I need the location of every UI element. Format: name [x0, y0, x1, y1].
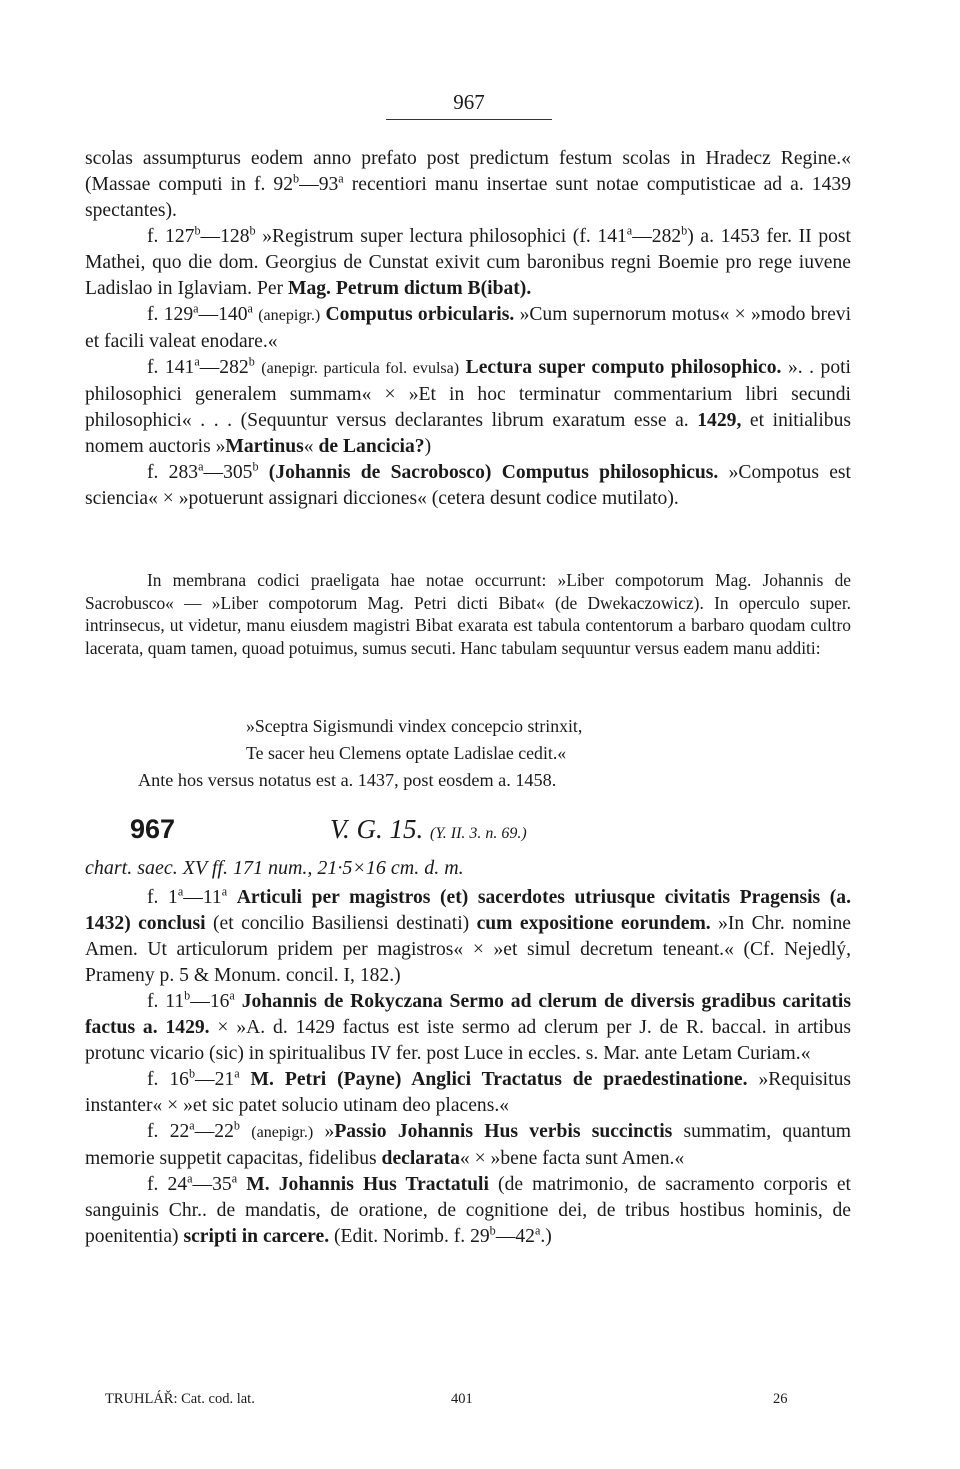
text-run: Articuli per magistros (et) sacerdotes utriusque civitatis Pragensis (a. 1432) conclusi — [85, 887, 851, 934]
text-run: ) — [424, 436, 432, 457]
text-run: »Compotus est sciencia« × »potuerunt assignari dicciones« (cetera desunt codice mutilato). — [85, 462, 851, 509]
text-run: scolas assumpturus eodem anno prefato post predictum festum scolas in Hradecz Regine.« (Massae computi in f. 92 — [85, 148, 851, 195]
note-block — [85, 569, 851, 660]
entry-number: 967 — [130, 814, 176, 844]
entry-contents — [85, 885, 851, 1250]
text-run: M. Petri (Payne) Anglici Tractatus de praedestinatione. — [250, 1069, 748, 1090]
text-run: b — [489, 1223, 496, 1238]
paragraph — [85, 1172, 851, 1250]
paragraph — [138, 769, 838, 792]
text-run: M. Johannis Hus Tractatuli — [246, 1174, 489, 1195]
text-run: Johannis de Rokyczana Sermo ad clerum de diversis gradibus caritatis factus a. 1429. — [85, 991, 851, 1038]
text-run: a — [234, 1066, 240, 1081]
text-run: —282 — [199, 357, 249, 378]
footer-signature: TRUHLÁŘ: Cat. cod. lat. — [105, 1391, 255, 1407]
text-run: f. 129 — [147, 304, 194, 325]
text-run: »In Chr. nomine Amen. Ut articulorum pridem per magistros« × »et simul decretum teneant.« (Cf. Nejedlý, Prameny p. 5 & Monum. concil. I, 182.) — [85, 913, 851, 986]
text-run: Mag. Petrum dictum B(ibat). — [287, 278, 532, 299]
text-run: f. 16 — [147, 1069, 189, 1090]
paragraph — [85, 146, 851, 224]
text-run: « × »bene facta sunt Amen.« — [459, 1148, 685, 1169]
text-run: f. 1 — [147, 887, 178, 908]
text-run: b — [194, 223, 201, 238]
text-run: a — [198, 459, 204, 474]
text-run: —128 — [200, 226, 250, 247]
text-run — [227, 887, 237, 908]
text-run: b — [248, 354, 255, 369]
text-run: a — [247, 301, 253, 316]
text-run: Passio Johannis Hus verbis succinctis — [334, 1121, 673, 1142]
text-run: a — [177, 884, 184, 899]
text-run: a — [194, 354, 200, 369]
verse-line: Te sacer heu Clemens optate Ladislae cedit.« — [246, 743, 567, 763]
text-run: —93 — [299, 174, 339, 195]
text-run: declarata — [381, 1148, 460, 1169]
text-run: a — [534, 1223, 541, 1238]
text-run: —140 — [198, 304, 248, 325]
text-run: recentiori manu insertae sunt notae computisticae ad a. 1439 spectantes). — [85, 174, 851, 221]
text-run — [235, 991, 242, 1012]
text-run: .) — [540, 1226, 552, 1247]
text-run: (Edit. Norimb. f. 29 — [329, 1226, 490, 1247]
text-run: b — [233, 1118, 240, 1133]
text-run: scripti in carcere. — [183, 1226, 330, 1247]
text-run: a — [626, 223, 633, 238]
text-run: (de matrimonio, de sacramento corporis et sanguinis Chr.. de mandatis, de oratione, de cognitione dei, de tribus hostibus hominis, de poenitentia) — [85, 1174, 851, 1247]
text-run: —282 — [632, 226, 682, 247]
text-run: Lectura super computo philosophico. — [465, 357, 782, 378]
text-run: f. 11 — [147, 991, 185, 1012]
text-run — [259, 462, 269, 483]
text-run: (Johannis de Sacrobosco) Computus philosophicus. — [268, 462, 719, 483]
text-run: »Cum supernorum motus« × »modo brevi et facili valeat enodare.« — [85, 304, 852, 352]
entry-header — [130, 814, 850, 854]
footer-sheet-number: 401 — [451, 1391, 473, 1407]
paragraph — [85, 569, 851, 660]
text-run: —11 — [183, 887, 222, 908]
footer-quire-number: 26 — [773, 1391, 788, 1407]
text-run: Ante hos versus notatus est a. 1437, post eosdem a. 1458. — [138, 770, 557, 790]
text-run: (et concilio Basiliensi destinati) — [205, 913, 477, 934]
text-run: (anepigr. particula fol. evulsa) — [261, 360, 460, 377]
text-run: a — [193, 301, 199, 316]
text-run: b — [249, 223, 256, 238]
text-run: a — [187, 1171, 193, 1186]
text-run: —305 — [203, 462, 253, 483]
text-run: Computus orbicularis. — [325, 304, 515, 325]
shelfmark-old: (Y. II. 3. n. 69.) — [430, 825, 527, 842]
text-run: —21 — [195, 1069, 235, 1090]
paragraph — [85, 302, 851, 355]
text-run: summatim, quantum memorie suppetit capacitas, fidelibus — [85, 1121, 852, 1169]
text-run: (anepigr.) — [258, 307, 321, 324]
paragraph — [85, 885, 851, 989]
text-run: ». . poti philosophici generalem summam« × »Et in hoc terminatur commentarium libri secundi philosophici« . . . (Sequuntur versus declarantes librum exaratum esse a. — [85, 357, 852, 431]
text-run: In membrana codici praeligata hae notae occurrunt: »Liber compotorum Mag. Johannis de Sacrobusco« — »Liber compotorum Mag. Petri dicti Bibat« (de Dwekaczowicz). In operculo super. intrinsecus, ut videtur, manu eiusdem magistri Bibat exarata est tabula contentorum a barbaro quodam cultro lacerata, quam tamen, quoad potuimus, sumus secuti. Hanc tabulam sequuntur versus eadem manu additi: — [85, 570, 851, 659]
paragraph — [85, 355, 851, 460]
text-run: (anepigr.) — [251, 1124, 314, 1141]
paragraph — [85, 224, 851, 302]
text-run: a — [229, 988, 235, 1003]
text-run: f. 141 — [147, 357, 195, 378]
paragraph — [85, 1067, 851, 1119]
entry-continuation — [85, 146, 851, 512]
text-run: cum expositione eorundem. — [476, 913, 711, 934]
codex-description: chart. saec. XV ff. 171 num., 21·5×16 cm. d. m. — [85, 857, 464, 879]
text-run: f. 283 — [147, 462, 199, 483]
text-run: « — [303, 436, 319, 457]
text-run: » — [313, 1121, 335, 1142]
note-block — [138, 769, 838, 792]
text-run: × »A. d. 1429 factus est iste sermo ad clerum per J. de R. baccal. in artibus protunc vicario (sic) in spiritualibus IV fer. post Luce in eccles. s. Mar. ante Letam Curiam.« — [85, 1017, 851, 1064]
text-run: a — [189, 1118, 195, 1133]
text-run: ) a. 1453 fer. II post Mathei, quo die dom. Georgius de Cunstat exivit cum baronibus regni Boemie pro rege iuvene Ladislao in Iglaviam. Per — [85, 226, 851, 299]
text-run — [240, 1121, 251, 1142]
text-run: f. 22 — [147, 1121, 190, 1142]
text-run: et initialibus nomem auctoris » — [85, 410, 851, 457]
text-run: »Registrum super lectura philosophici (f. 141 — [255, 226, 627, 247]
text-run: f. 127 — [147, 226, 195, 247]
text-run: Martinus — [225, 436, 304, 457]
shelfmark-current: V. G. 15. — [330, 814, 424, 844]
text-run: b — [188, 1066, 196, 1081]
text-run: —16 — [190, 991, 230, 1012]
paragraph — [85, 989, 851, 1067]
paragraph — [85, 460, 851, 512]
text-run: —22 — [194, 1121, 234, 1142]
text-run: a — [231, 1171, 238, 1186]
page-number: 967 — [386, 90, 552, 120]
text-run: b — [293, 171, 300, 186]
paragraph — [85, 1119, 851, 1172]
text-run: b — [184, 988, 191, 1003]
text-run: —35 — [192, 1174, 232, 1195]
text-run: —42 — [495, 1226, 535, 1247]
text-run: a — [221, 884, 228, 899]
verse-line: »Sceptra Sigismundi vindex concepcio strinxit, — [246, 716, 583, 736]
text-run — [240, 1069, 251, 1090]
text-run: f. 24 — [147, 1174, 188, 1195]
text-run: b — [252, 459, 259, 474]
text-run: b — [681, 223, 688, 238]
text-run — [237, 1174, 246, 1195]
text-run: 1429, — [697, 410, 742, 431]
shelfmark — [330, 814, 527, 845]
text-run: a — [338, 171, 344, 186]
text-run: de Lancicia? — [318, 436, 425, 457]
text-run: »Requisitus instanter« × »et sic patet solucio utinam deo placens.« — [85, 1069, 851, 1116]
